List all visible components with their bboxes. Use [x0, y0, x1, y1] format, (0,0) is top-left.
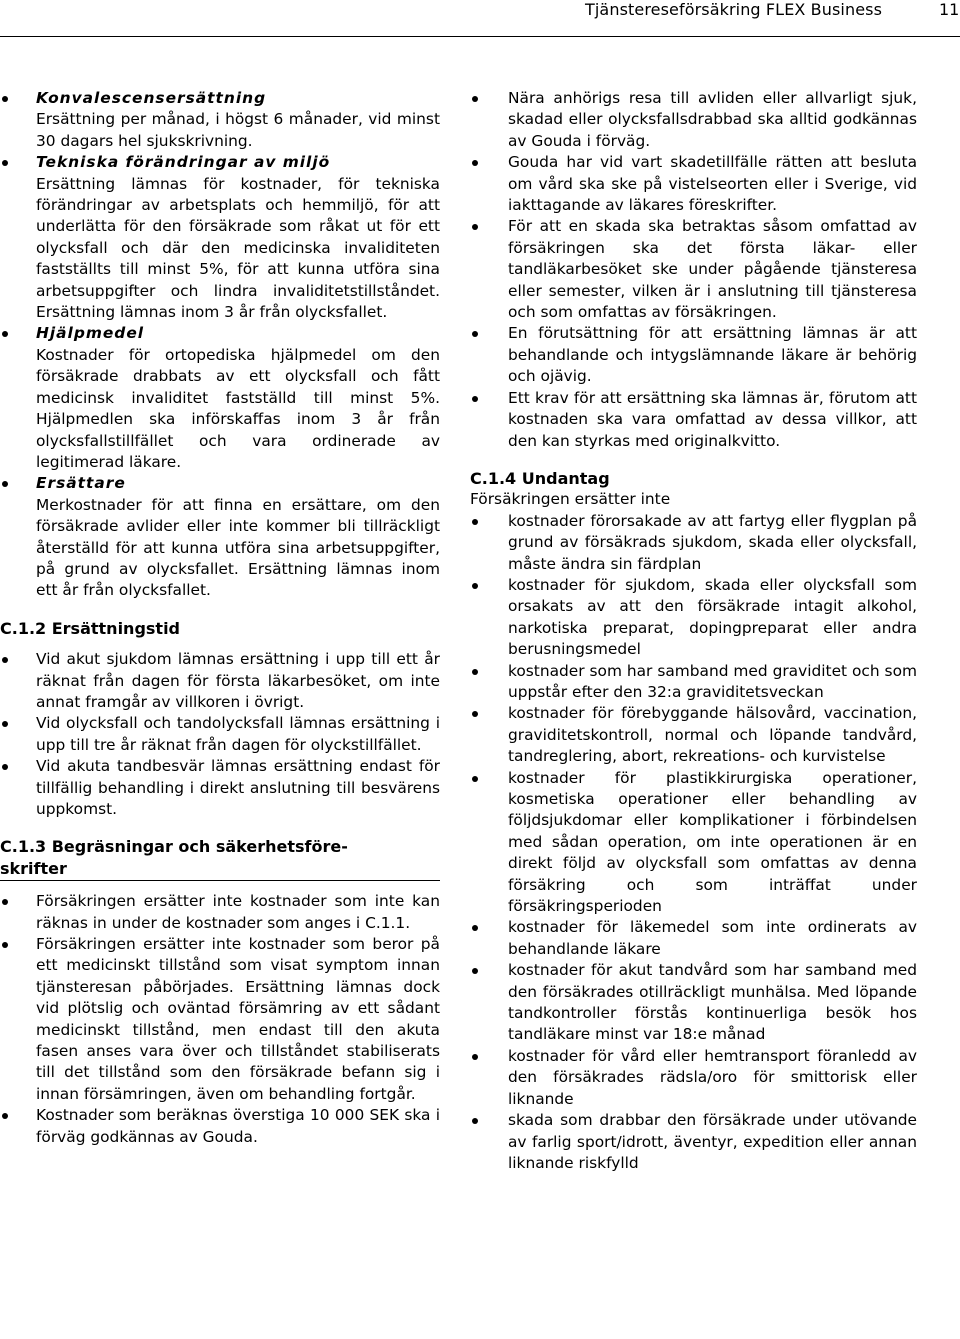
list-item: Vid olycksfall och tandolycksfall lämnas ersättning i upp till tre år räknat från dagen för olyckstillfället. [0, 713, 440, 756]
list-item: Vid akuta tandbesvär lämnas ersättning endast för tillfällig behandling i direkt anslutning till besvärens uppkomst. [0, 756, 440, 820]
list-item: kostnader för sjukdom, skada eller olycksfall som orsakats av att den försäkrade intagit alkohol, narkotiska preparat, dopingpreparat eller andra berusningsmedel [470, 575, 917, 661]
list-item: kostnader för akut tandvård som har samband med den försäkrades otillräckligt munhälsa. Med löpande tandkontroller förstås kontinuerliga besök hos tandläkare minst var 18:e månad [470, 960, 917, 1046]
benefit-title: Konvalescensersättning [36, 89, 267, 107]
list-item: En förutsättning för att ersättning lämnas är att behandlande och intygslämnande läkare är behörig och ojävig. [470, 323, 917, 387]
list-item: Försäkringen ersätter inte kostnader som inte kan räknas in under de kostnader som anges i C.1.1. [0, 891, 440, 934]
section-heading-c13-line1: C.1.3 Begräsningar och säkerhetsföre- [0, 837, 348, 857]
benefit-body: Ersättning per månad, i högst 6 månader, vid minst 30 dagars hel sjukskrivning. [36, 110, 440, 150]
benefit-title: Tekniska förändringar av miljö [36, 153, 331, 172]
benefit-title: Ersättare [36, 474, 126, 493]
benefit-item [0, 323, 440, 473]
list-item: För att en skada ska betraktas såsom omfattad av försäkringen ska det första läkar- eller tandläkarbesöket ske under pågående tjänsteresa eller semester, vilken är i anslutning till tjänsteresa och som omfattas av försäkringen. [470, 216, 917, 323]
exclusions-list [470, 511, 917, 1175]
section-heading-c12: C.1.2 Ersättningstid [0, 618, 180, 638]
section-heading-c14: C.1.4 Undantag [470, 468, 610, 488]
list-item: kostnader som har samband med graviditet och som uppstår efter den 32:a graviditetsveckan [470, 661, 917, 704]
conditions-list [470, 88, 917, 452]
list-item: Vid akut sjukdom lämnas ersättning i upp till ett år räknat från dagen för första läkarbesöket, om inte annat framgår av villkoren i övrigt. [0, 649, 440, 713]
c12-list [0, 649, 440, 820]
benefit-body: Ersättning lämnas för kostnader, för tekniska förändringar av arbetsplats och hemmiljö, för att underlätta för den försäkrade som råkat ut för ett olycksfall och där den medicinska invaliditeten fastställts till minst 5%, för att kunna utföra sina arbetsuppgifter och lindra invaliditetstillståndet. Ersättning lämnas inom 3 år från olycksfallet. [36, 174, 440, 322]
list-item: Kostnader som beräknas överstiga 10 000 SEK ska i förväg godkännas av Gouda. [0, 1105, 440, 1148]
list-item: Nära anhörigs resa till avliden eller allvarligt sjuk, skadad eller olycksfallsdrabbad ska alltid godkännas av Gouda i förväg. [470, 88, 917, 152]
list-item: kostnader förorsakade av att fartyg eller flygplan på grund av försäkrads sjukdom, skada eller olycksfall, måste ändra sin färdplan [470, 511, 917, 575]
list-item: kostnader för läkemedel som inte ordinerats av behandlande läkare [470, 917, 917, 960]
header-rule [0, 36, 960, 37]
list-item: Försäkringen ersätter inte kostnader som beror på ett medicinskt tillstånd som visat symptom innan tjänsteresan påbörjades. Ersättning lämnas dock vid plötslig och oväntad försämring av ett sådant medicinskt tillstånd, men endast till den akuta fasen anses vara över och tillståndet stabiliserats till det tillstånd som den försäkrade befann sig i innan försämringen, även om behandling fortgår. [0, 934, 440, 1105]
list-item: skada som drabbar den försäkrade under utövande av farlig sport/idrott, äventyr, expedition eller annan liknande riskfylld [470, 1110, 917, 1174]
list-item: kostnader för plastikkirurgiska operationer, kosmetiska operationer eller behandling av följdsjukdomar eller komplikationer i förbindelsen med sådan operation, om inte operationen är en direkt följd av olycksfall som omfattas av denna försäkring och som inträffat under försäkringsperioden [470, 768, 917, 918]
c13-list [0, 891, 440, 1148]
right-column [470, 88, 917, 1174]
page-number: 11 [939, 0, 960, 19]
list-item: kostnader för vård eller hemtransport föranledd av den försäkrades rädsla/oro för smittorisk eller liknande [470, 1046, 917, 1110]
left-column [0, 88, 440, 1148]
document-title: Tjänstereseförsäkring FLEX Business [585, 0, 883, 19]
section-intro: Försäkringen ersätter inte [470, 490, 671, 509]
list-item: Gouda har vid vart skadetillfälle rätten att besluta om vård ska ske på vistelseorten eller i Sverige, vid iakttagande av läkares föreskrifter. [470, 152, 917, 216]
section-heading-c13-line2: skrifter [0, 858, 440, 881]
benefit-body: Merkostnader för att finna en ersättare, om den försäkrade avlider eller inte kommer bli tillräckligt återställd för att kunna utföra sina arbetsuppgifter, på grund av olycksfallet. Ersättning lämnas inom ett år från olycksfallet. [36, 495, 440, 600]
page-header [0, 0, 960, 22]
benefit-item [0, 473, 440, 601]
benefit-body: Kostnader för ortopediska hjälpmedel om den försäkrade drabbats av ett olycksfall och fått medicinsk invaliditet fastställd till minst 5%. Hjälpmedlen ska införskaffas inom 3 år från olycksfallstillfället och vara ordinerade av legitimerad läkare. [36, 345, 440, 471]
list-item: Ett krav för att ersättning ska lämnas är, förutom att kostnaden ska vara omfattad av dessa villkor, att den kan styrkas med originalkvitto. [470, 388, 917, 452]
benefit-title: Hjälpmedel [36, 324, 145, 343]
list-item: kostnader för förebyggande hälsovård, vaccination, graviditetskontroll, normal och löpande tandvård, tandreglering, abort, rekreations- och kurvistelse [470, 703, 917, 767]
benefit-list [0, 88, 440, 602]
benefit-item [0, 88, 440, 152]
benefit-item [0, 152, 440, 323]
